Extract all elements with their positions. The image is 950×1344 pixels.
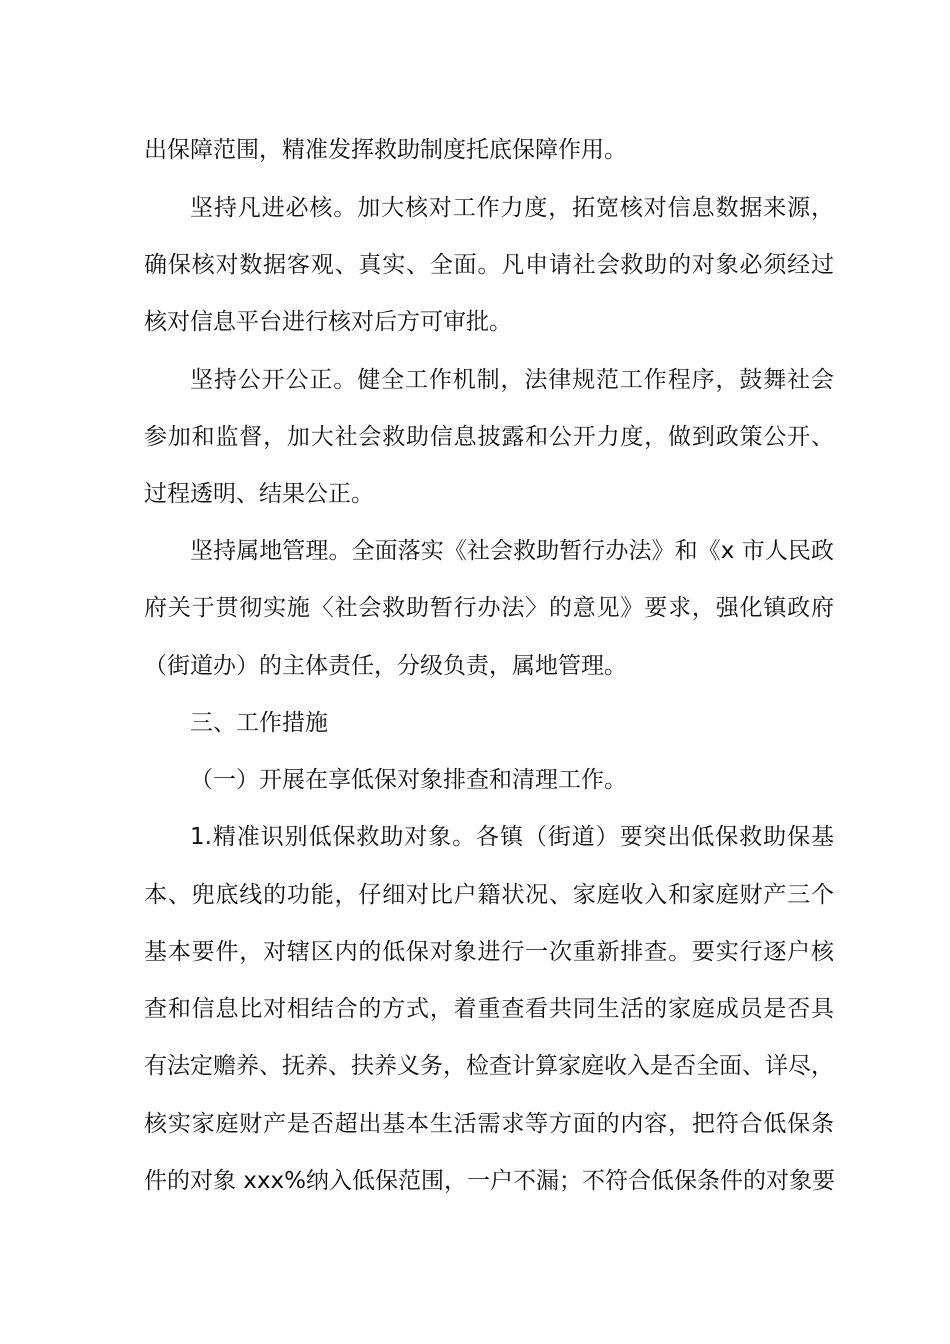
text-line: 确保核对数据客观、真实、全面。凡申请社会救助的对象必须经过 bbox=[144, 252, 834, 278]
text-line: 件的对象 xxx%纳入低保范围，一户不漏；不符合低保条件的对象要 bbox=[144, 1168, 835, 1194]
subsection-heading: （一）开展在享低保对象排查和清理工作。 bbox=[190, 767, 627, 793]
paragraph-first-line: 1.精准识别低保救助对象。各镇（街道）要突出低保救助保基 bbox=[190, 824, 834, 850]
paragraph-first-line: 坚持凡进必核。加大核对工作力度，拓宽核对信息数据来源， bbox=[190, 195, 834, 221]
text-line: （街道办）的主体责任，分级负责，属地管理。 bbox=[144, 653, 627, 679]
section-heading: 三、工作措施 bbox=[190, 710, 328, 736]
text-line: 核实家庭财产是否超出基本生活需求等方面的内容，把符合低保条 bbox=[144, 1111, 834, 1137]
text-line: 本、兜底线的功能，仔细对比户籍状况、家庭收入和家庭财产三个 bbox=[144, 882, 834, 908]
text-line: 查和信息比对相结合的方式，着重查看共同生活的家庭成员是否具 bbox=[144, 996, 834, 1022]
text-line: 核对信息平台进行核对后方可审批。 bbox=[144, 309, 512, 335]
text-line: 过程透明、结果公正。 bbox=[144, 481, 374, 507]
paragraph-first-line: 坚持公开公正。健全工作机制，法律规范工作程序，鼓舞社会 bbox=[190, 367, 834, 393]
text-line: 参加和监督，加大社会救助信息披露和公开力度，做到政策公开、 bbox=[144, 424, 834, 450]
text-line: 府关于贯彻实施〈社会救助暂行办法〉的意见》要求，强化镇政府 bbox=[144, 595, 834, 621]
paragraph-first-line: 坚持属地管理。全面落实《社会救助暂行办法》和《x 市人民政 bbox=[190, 538, 834, 564]
text-line: 出保障范围，精准发挥救助制度托底保障作用。 bbox=[144, 137, 627, 163]
text-line: 有法定赡养、抚养、扶养义务，检查计算家庭收入是否全面、详尽， bbox=[144, 1053, 834, 1079]
text-line: 基本要件，对辖区内的低保对象进行一次重新排查。要实行逐户核 bbox=[144, 939, 834, 965]
